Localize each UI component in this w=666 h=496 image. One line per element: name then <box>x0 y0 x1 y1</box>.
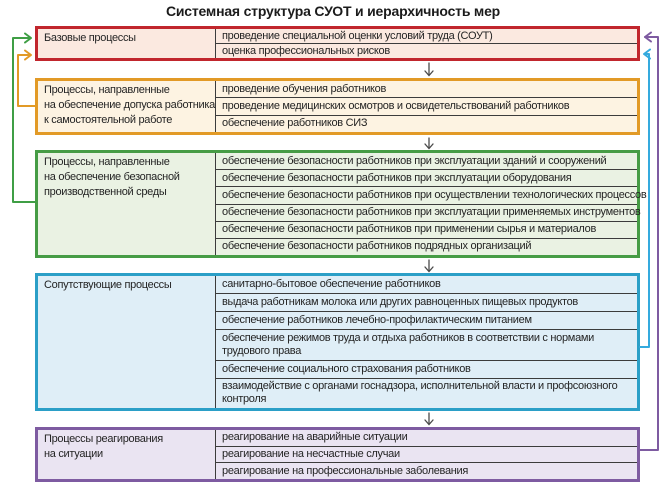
process-item-text: обеспечение безопасности работников при применении сырья и материалов <box>222 223 596 236</box>
block-base-processes <box>35 26 640 61</box>
process-item-text: взаимодействие с органами госнадзора, исполнительной власти и профсоюзного контроля <box>222 380 618 406</box>
down-arrow-1 <box>425 63 433 76</box>
process-item <box>216 44 637 58</box>
process-item-text: проведение специальной оценки условий труда (СОУТ) <box>222 29 493 42</box>
process-item-text: обеспечение безопасности работников при эксплуатации применяемых инструментов <box>222 206 641 219</box>
down-arrow-4 <box>425 413 433 425</box>
label-line: на обеспечение допуска работника <box>44 99 215 111</box>
process-item <box>216 187 647 204</box>
process-item-text: реагирование на несчастные случаи <box>222 448 400 460</box>
block-accompanying-processes-items <box>216 276 637 408</box>
label-line: Базовые процессы <box>44 32 136 44</box>
process-item <box>216 98 637 115</box>
block-safe-environment-processes-items <box>216 153 647 255</box>
process-item-text: обеспечение безопасности работников при эксплуатации оборудования <box>222 171 572 184</box>
process-item-text: обеспечение социального страхования работников <box>222 362 471 375</box>
process-item <box>216 239 637 255</box>
process-item <box>216 222 637 239</box>
process-item-text: обеспечение работников СИЗ <box>222 117 368 130</box>
process-item <box>216 29 637 44</box>
process-item <box>216 361 637 379</box>
block-base-processes-items <box>216 29 637 58</box>
process-item <box>216 330 637 360</box>
process-item <box>216 447 637 464</box>
label-line: Сопутствующие процессы <box>44 279 172 291</box>
process-item <box>216 312 637 330</box>
block-admission-processes-label <box>38 81 216 132</box>
block-safe-environment-processes-label <box>38 153 216 255</box>
block-base-processes-label <box>38 29 216 58</box>
process-item <box>216 276 637 294</box>
feedback-arrow-green <box>13 34 35 203</box>
process-item <box>216 153 637 170</box>
process-item-text: проведение обучения работников <box>222 82 387 95</box>
page-title: Системная структура СУОТ и иерархичность мер <box>165 3 501 19</box>
block-safe-environment-processes <box>35 150 647 258</box>
process-item-text: выдача работникам молока или других равноценных пищевых продуктов <box>222 296 578 309</box>
down-arrow-2 <box>425 138 433 149</box>
label-line: Процессы, направленные <box>44 156 170 168</box>
process-item-text: обеспечение безопасности работников подрядных организаций <box>222 240 532 253</box>
process-item-text: обеспечение работников лечебно-профилактическим питанием <box>222 314 532 327</box>
block-admission-processes-items <box>216 81 637 132</box>
process-item-text: обеспечение безопасности работников при осуществлении технологических процессов <box>222 188 647 201</box>
process-item-text: обеспечение безопасности работников при эксплуатации зданий и сооружений <box>222 154 607 167</box>
feedback-arrow-orange <box>18 51 35 107</box>
process-item <box>216 294 637 312</box>
label-line: на ситуации <box>44 448 103 460</box>
process-item-text: проведение медицинских осмотров и освидетельствований работников <box>222 99 570 112</box>
process-item-text: обеспечение режимов труда и отдыха работников в соответствии с нормами трудового права <box>222 332 594 358</box>
feedback-arrow-purple <box>640 33 658 451</box>
block-response-processes-items <box>216 430 637 479</box>
block-accompanying-processes-label <box>38 276 216 408</box>
process-item-text: реагирование на профессиональные заболевания <box>222 464 469 477</box>
process-item <box>216 81 637 98</box>
process-item <box>216 170 637 187</box>
label-line: на обеспечение безопасной <box>44 171 180 183</box>
process-item <box>216 116 637 132</box>
process-item <box>216 430 637 447</box>
process-item-text: санитарно-бытовое обеспечение работников <box>222 278 441 291</box>
process-item-text: реагирование на аварийные ситуации <box>222 431 408 444</box>
process-item <box>216 379 637 408</box>
process-item <box>216 463 637 479</box>
label-line: Процессы, направленные <box>44 84 170 96</box>
block-admission-processes <box>35 78 640 135</box>
label-line: производственной среды <box>44 186 167 198</box>
process-item-text: оценка профессиональных рисков <box>222 44 390 57</box>
block-response-processes-label <box>38 430 216 479</box>
block-response-processes <box>35 427 640 482</box>
block-accompanying-processes <box>35 273 640 411</box>
label-line: Процессы реагирования <box>44 433 163 445</box>
down-arrow-3 <box>425 260 433 272</box>
process-item <box>216 205 641 222</box>
label-line: к самостоятельной работе <box>44 114 173 126</box>
